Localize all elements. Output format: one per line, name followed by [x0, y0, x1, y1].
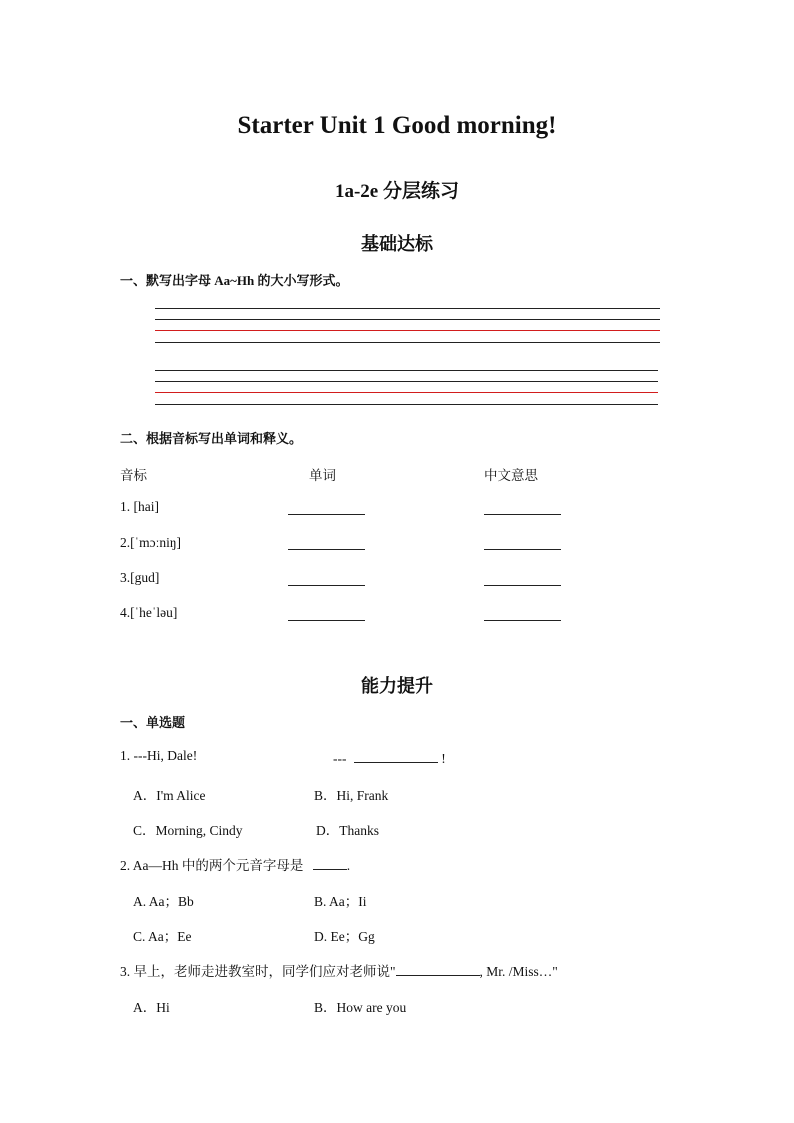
- column-header-meaning: 中文意思: [484, 468, 538, 483]
- option-d[interactable]: D. Ee；Gg: [314, 929, 375, 944]
- question-2-heading: 二、根据音标写出单词和释义。: [120, 431, 303, 446]
- writing-line: [155, 319, 660, 320]
- meaning-blank[interactable]: [484, 549, 561, 550]
- part-heading-single-choice: 一、单选题: [120, 715, 186, 730]
- phonetic-cell: 1. [hai]: [120, 499, 159, 514]
- stem-end: .: [346, 858, 351, 873]
- column-header-word: 单词: [309, 468, 336, 483]
- section-heading-advanced: 能力提升: [361, 676, 433, 696]
- section-heading-basic: 基础达标: [361, 234, 433, 254]
- page-title: Starter Unit 1 Good morning!: [237, 112, 557, 139]
- writing-line: [155, 308, 660, 309]
- word-blank[interactable]: [288, 514, 365, 515]
- word-blank[interactable]: [288, 549, 365, 550]
- writing-line: [155, 342, 660, 343]
- writing-line: [155, 370, 658, 371]
- writing-line: [155, 404, 658, 405]
- meaning-blank[interactable]: [484, 585, 561, 586]
- writing-line: [155, 381, 658, 382]
- stem-text: 3. 早上，老师走进教室时，同学们应对老师说": [120, 964, 396, 979]
- option-a[interactable]: A．Hi: [133, 1000, 170, 1015]
- column-header-phonetic: 音标: [120, 468, 147, 483]
- page-subtitle: 1a-2e 分层练习: [334, 181, 459, 202]
- answer-blank[interactable]: [313, 855, 347, 870]
- option-c[interactable]: C．Morning, Cindy: [133, 823, 243, 838]
- question-stem-reply: [333, 748, 446, 767]
- meaning-blank[interactable]: [484, 620, 561, 621]
- option-b[interactable]: B．How are you: [314, 1000, 407, 1015]
- option-a[interactable]: A. Aa；Bb: [133, 894, 194, 909]
- writing-line-red: [155, 392, 658, 393]
- option-c[interactable]: C. Aa；Ee: [133, 929, 192, 944]
- dash-prefix: ---: [333, 751, 347, 766]
- option-b[interactable]: B. Aa；Ii: [314, 894, 367, 909]
- question-stem: [120, 960, 558, 980]
- phonetic-cell: 2.[ˈmɔːniŋ]: [120, 535, 182, 550]
- option-a[interactable]: A．I'm Alice: [133, 788, 206, 803]
- question-stem: [120, 854, 350, 874]
- question-1-heading: 一、默写出字母 Aa~Hh 的大小写形式。: [120, 273, 349, 288]
- writing-line-red: [155, 330, 660, 331]
- stem-end: , Mr. /Miss…": [479, 964, 558, 979]
- answer-blank[interactable]: [354, 748, 438, 763]
- stem-end: !: [441, 751, 446, 766]
- answer-blank[interactable]: [396, 961, 480, 976]
- phonetic-cell: 3.[gud]: [120, 570, 160, 585]
- word-blank[interactable]: [288, 585, 365, 586]
- question-stem: 1. ---Hi, Dale!: [120, 748, 198, 763]
- stem-text: 2. Aa—Hh 中的两个元音字母是: [120, 858, 304, 873]
- meaning-blank[interactable]: [484, 514, 561, 515]
- phonetic-cell: 4.[ˈheˈləu]: [120, 605, 178, 620]
- word-blank[interactable]: [288, 620, 365, 621]
- option-d[interactable]: D．Thanks: [316, 823, 379, 838]
- option-b[interactable]: B．Hi, Frank: [314, 788, 389, 803]
